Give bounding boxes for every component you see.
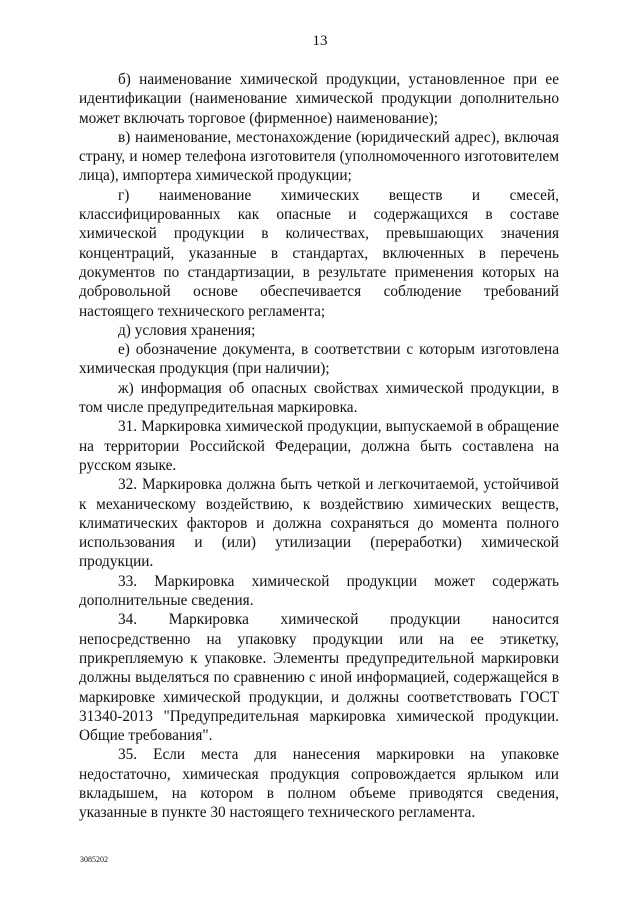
paragraph-34-placement: 34. Маркировка химической продукции наносится непосредственно на упаковку продукции или на ее этикетку, прикрепляемую к упаковке. Элементы предупредительной маркировки должны выделяться по сравнению с иной информацией, содержащейся в маркировке химической продукции, и должны соответствовать ГОСТ 31340-2013 "Предупредительная маркировка химической продукции. Общие требования".	[79, 611, 559, 745]
document-body	[79, 70, 559, 823]
paragraph-35-label-insert: 35. Если места для нанесения маркировки на упаковке недостаточно, химическая продукция сопровождается ярлыком или вкладышем, на котором в полном объеме приводятся сведения, указанные в пункте 30 настоящего технического регламента.	[79, 746, 559, 822]
paragraph-d-storage: д) условия хранения;	[118, 321, 256, 339]
paragraph-32-legibility: 32. Маркировка должна быть четкой и легкочитаемой, устойчивой к механическому воздействию, к воздействию химических веществ, климатических факторов и должна сохраняться до момента полного использования и (или) утилизации (переработки) химической продукции.	[79, 476, 559, 571]
paragraph-31-language: 31. Маркировка химической продукции, выпускаемой в обращение на территории Российской Федерации, должна быть составлена на русском языке.	[79, 418, 559, 474]
page-number: 13	[312, 33, 328, 49]
paragraph-e-document-designation: е) обозначение документа, в соответствии с которым изготовлена химическая продукция (при наличии);	[79, 341, 559, 378]
paragraph-zh-hazard-info: ж) информация об опасных свойствах химической продукции, в том числе предупредительная маркировка.	[79, 379, 559, 417]
paragraph-g-hazardous-substances: г) наименование химических веществ и смесей, классифицированных как опасные и содержащихся в составе химической продукции в количествах, превышающих значения концентраций, указанные в стандартах, включенных в перечень документов по стандартизации, в результате применения которых на добровольной основе обеспечивается соблюдение требований настоящего технического регламента;	[79, 186, 559, 320]
document-code: 3085202	[80, 855, 108, 864]
paragraph-33-additional-info: 33. Маркировка химической продукции может содержать дополнительные сведения.	[79, 572, 559, 610]
paragraph-b-product-name: б) наименование химической продукции, установленное при ее идентификации (наименование химической продукции дополнительно может включать торговое (фирменное) наименование);	[79, 71, 559, 127]
paragraph-v-manufacturer: в) наименование, местонахождение (юридический адрес), включая страну, и номер телефона изготовителя (уполномоченного изготовителем лица), импортера химической продукции;	[79, 128, 559, 185]
